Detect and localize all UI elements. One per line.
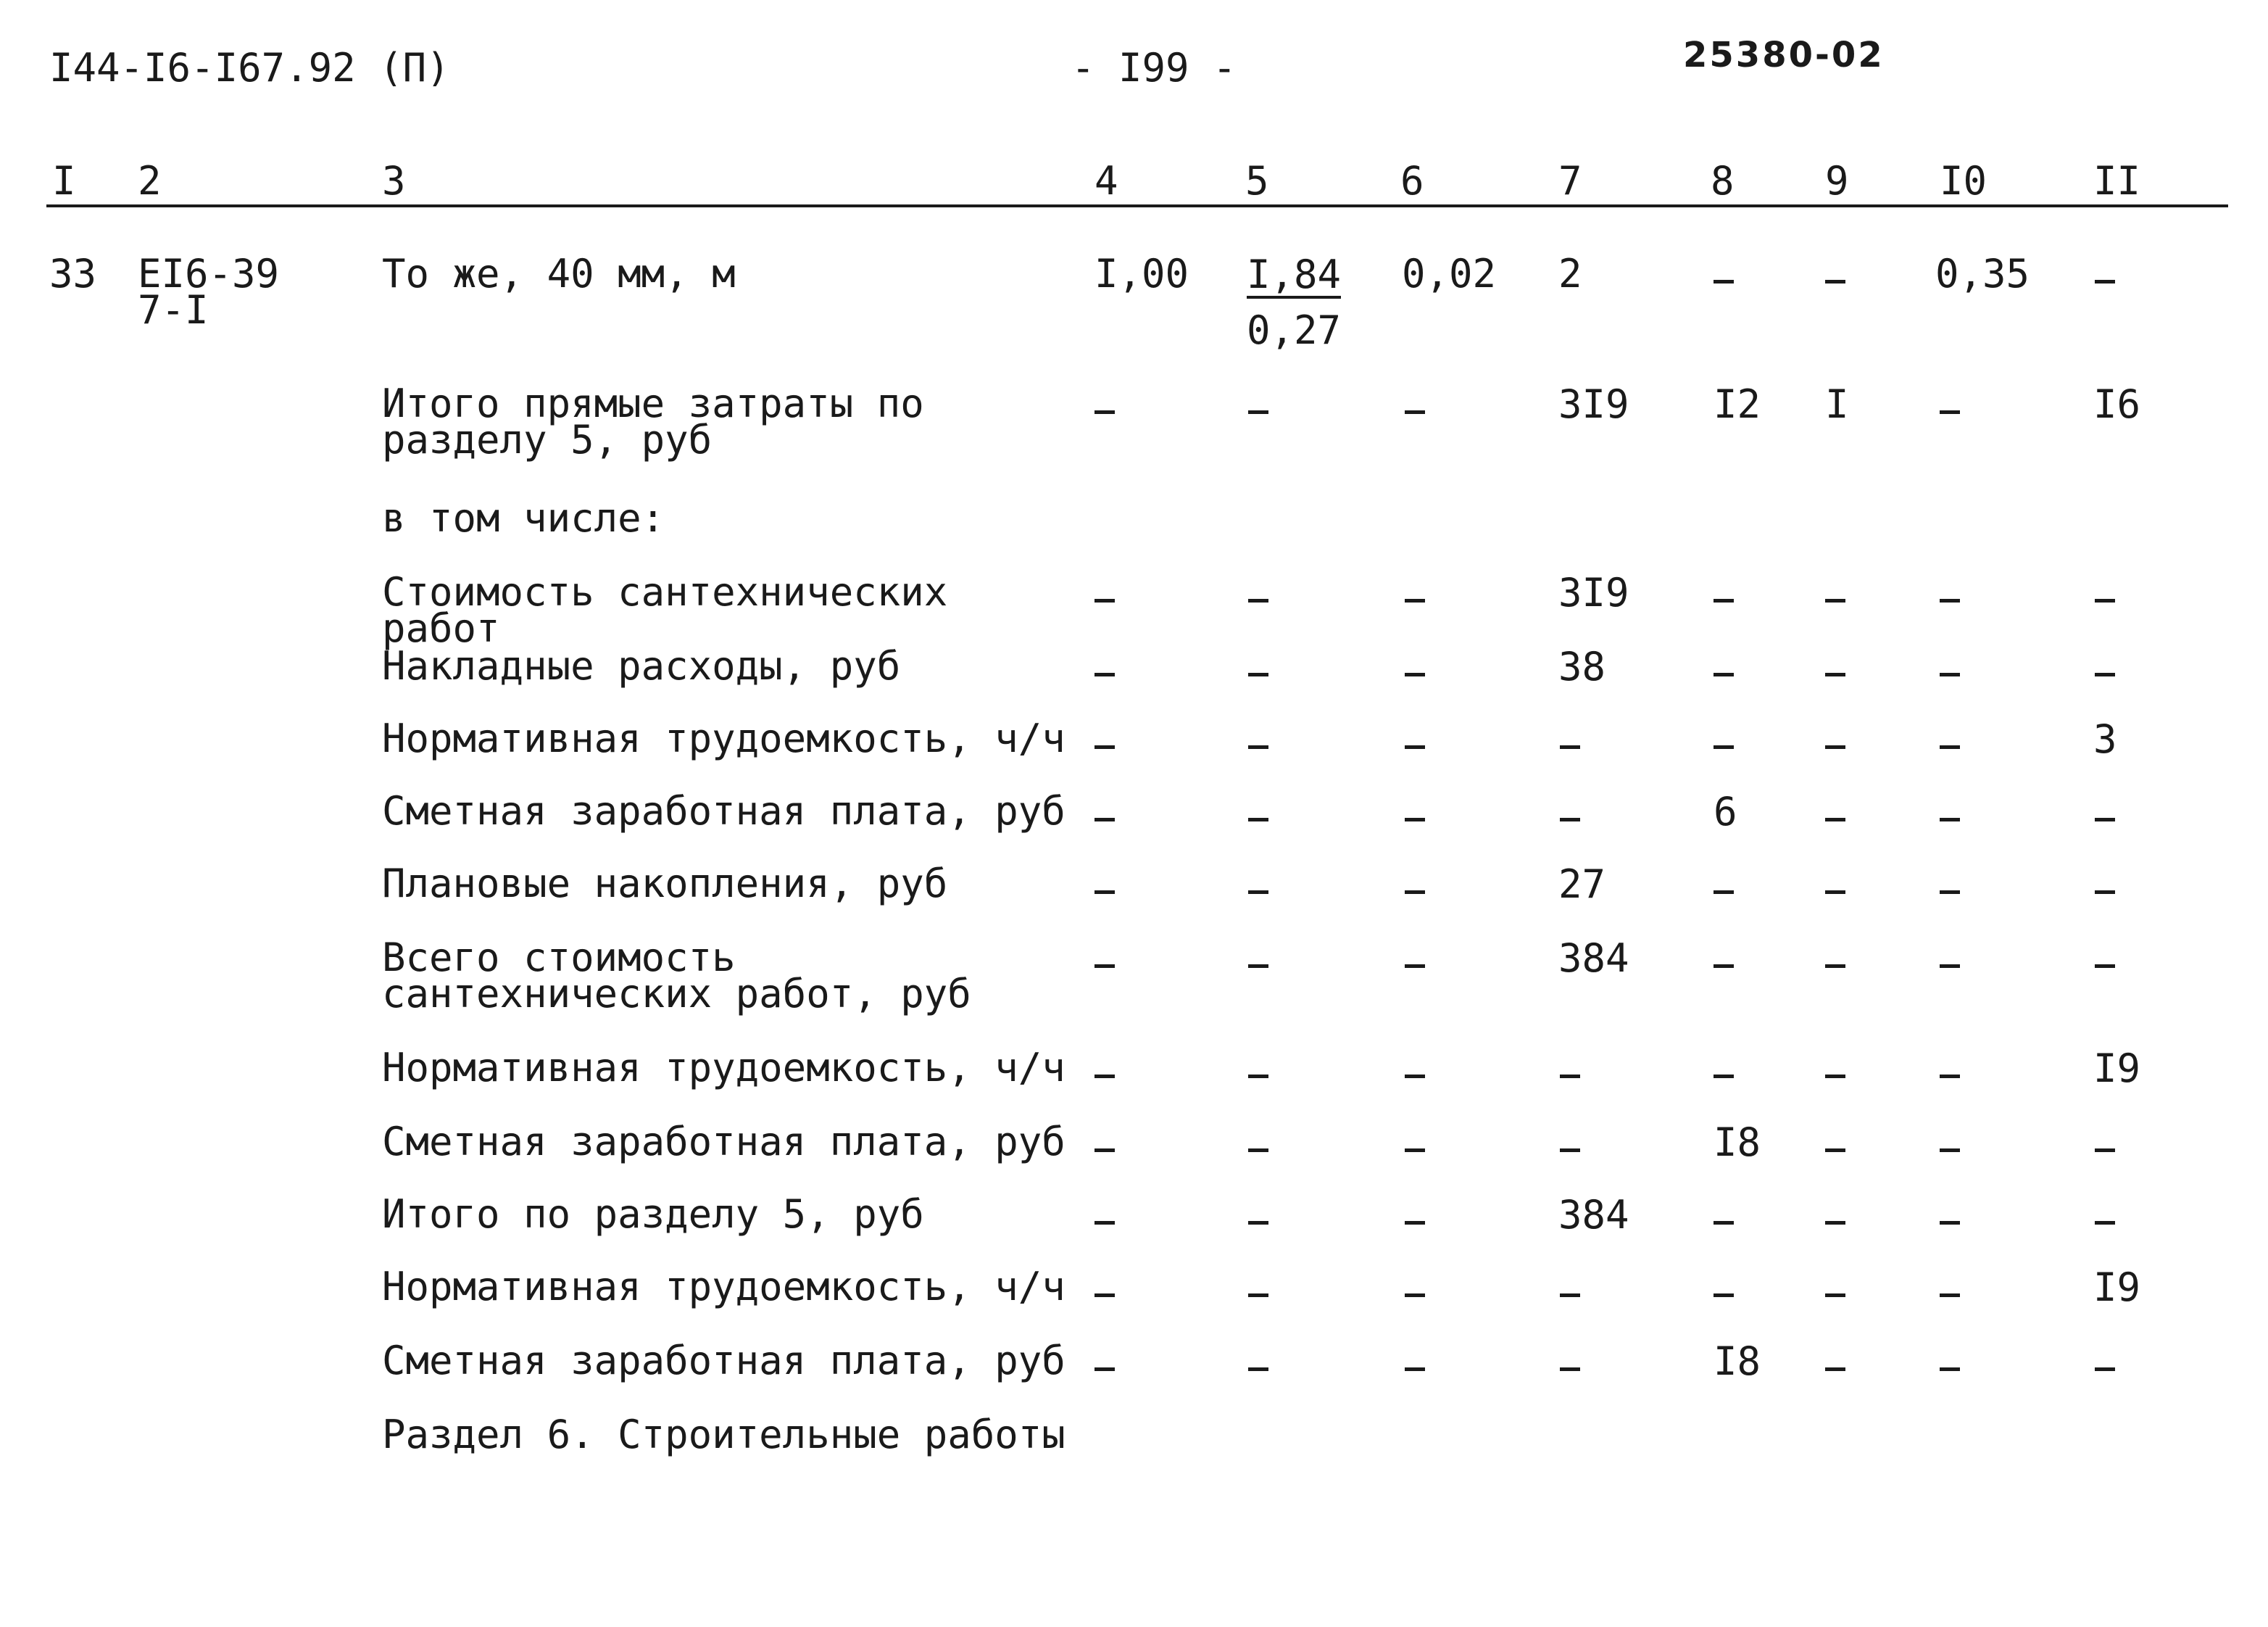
dash bbox=[1825, 818, 1845, 821]
row-description: Плановые накопления, руб bbox=[382, 861, 948, 906]
dash bbox=[1094, 890, 1115, 894]
dash bbox=[1405, 599, 1425, 603]
unit-cost-wages: 0,27 bbox=[1247, 307, 1342, 353]
dash bbox=[1825, 964, 1845, 968]
column-header-2: 2 bbox=[138, 158, 162, 204]
dash bbox=[1248, 410, 1268, 414]
dash bbox=[1094, 818, 1115, 821]
column-header-3: 3 bbox=[382, 158, 406, 204]
dash bbox=[1940, 410, 1960, 414]
dash bbox=[1405, 818, 1425, 821]
dash bbox=[1825, 1221, 1845, 1225]
dash bbox=[1094, 745, 1115, 749]
dash bbox=[1560, 1293, 1580, 1297]
dash bbox=[1248, 1075, 1268, 1078]
dash bbox=[1405, 964, 1425, 968]
col-8-value: 6 bbox=[1714, 789, 1737, 835]
col-7-value: 38 bbox=[1558, 644, 1606, 690]
dash bbox=[1714, 1075, 1734, 1078]
item-description: То же, 40 мм, м bbox=[382, 251, 736, 297]
dash bbox=[1560, 1148, 1580, 1152]
dash bbox=[1940, 1075, 1960, 1078]
dash bbox=[1714, 673, 1734, 676]
row-description: Итого прямые затраты по разделу 5, руб bbox=[382, 381, 924, 463]
dash bbox=[1714, 599, 1734, 603]
dash bbox=[1940, 745, 1960, 749]
dash bbox=[2095, 1221, 2115, 1225]
dash bbox=[1825, 1293, 1845, 1297]
dash bbox=[1248, 818, 1268, 821]
rate-code: EI6-39 bbox=[138, 251, 280, 297]
dash bbox=[1940, 818, 1960, 821]
dash bbox=[1094, 1075, 1115, 1078]
dash bbox=[2095, 280, 2115, 283]
dash bbox=[1248, 599, 1268, 603]
dash bbox=[1825, 1367, 1845, 1371]
header-rule bbox=[46, 204, 2228, 207]
row-description: Накладные расходы, руб bbox=[382, 643, 901, 689]
row-description: Итого по разделу 5, руб bbox=[382, 1191, 924, 1237]
dash bbox=[1094, 1148, 1115, 1152]
dash bbox=[1714, 964, 1734, 968]
row-description: Сметная заработная плата, руб bbox=[382, 1119, 1066, 1164]
document-code: I44-I6-I67.92 (П) bbox=[49, 45, 450, 91]
dash bbox=[1940, 599, 1960, 603]
dash bbox=[2095, 599, 2115, 603]
dash bbox=[1560, 1075, 1580, 1078]
rate-code-suffix: 7-I bbox=[138, 287, 209, 333]
dash bbox=[1405, 1367, 1425, 1371]
unit-cost bbox=[1247, 252, 1342, 299]
col-8-value: I8 bbox=[1714, 1119, 1761, 1165]
dash bbox=[1094, 1293, 1115, 1297]
dash bbox=[1094, 964, 1115, 968]
dash bbox=[1405, 745, 1425, 749]
dash bbox=[1940, 673, 1960, 676]
dash bbox=[1405, 1293, 1425, 1297]
dash bbox=[1248, 1148, 1268, 1152]
dash bbox=[1940, 890, 1960, 894]
dash bbox=[1248, 673, 1268, 676]
dash bbox=[1940, 1148, 1960, 1152]
row-description: Стоимость сантехнических работ bbox=[382, 569, 948, 651]
row-description: Нормативная трудоемкость, ч/ч bbox=[382, 1045, 1066, 1090]
dash bbox=[1714, 1221, 1734, 1225]
dash bbox=[1405, 410, 1425, 414]
col-11-value: I9 bbox=[2093, 1264, 2141, 1310]
dash bbox=[2095, 818, 2115, 821]
row-description: Сметная заработная плата, руб bbox=[382, 788, 1066, 834]
dash bbox=[1825, 599, 1845, 603]
dash bbox=[1405, 1221, 1425, 1225]
column-header-4: 4 bbox=[1094, 158, 1118, 204]
dash bbox=[1825, 280, 1845, 283]
dash bbox=[1825, 1148, 1845, 1152]
dash bbox=[1094, 599, 1115, 603]
dash bbox=[1094, 1221, 1115, 1225]
dash bbox=[1714, 890, 1734, 894]
col-7-value: 27 bbox=[1558, 861, 1606, 907]
col-9-value: I bbox=[1825, 381, 1849, 427]
row-description: Всего стоимость сантехнических работ, руб bbox=[382, 935, 971, 1017]
dash bbox=[1714, 745, 1734, 749]
dash bbox=[1940, 1293, 1960, 1297]
col-7-value: 3I9 bbox=[1558, 381, 1629, 427]
dash bbox=[1248, 1293, 1268, 1297]
dash bbox=[2095, 964, 2115, 968]
dash bbox=[1940, 1221, 1960, 1225]
dash bbox=[1825, 1075, 1845, 1078]
dash bbox=[1094, 1367, 1115, 1371]
dash bbox=[1094, 410, 1115, 414]
dash bbox=[1940, 964, 1960, 968]
dash bbox=[2095, 1367, 2115, 1371]
row-number: 33 bbox=[49, 251, 97, 297]
dash bbox=[1405, 890, 1425, 894]
dash bbox=[1248, 1367, 1268, 1371]
dash bbox=[1560, 1367, 1580, 1371]
row-description: Нормативная трудоемкость, ч/ч bbox=[382, 716, 1066, 761]
col-10-value: 0,35 bbox=[1935, 251, 2030, 297]
dash bbox=[1714, 280, 1734, 283]
col-7-value: 384 bbox=[1558, 1192, 1629, 1238]
dash bbox=[1248, 1221, 1268, 1225]
column-header-5: 5 bbox=[1245, 158, 1269, 204]
row-description: Нормативная трудоемкость, ч/ч bbox=[382, 1264, 1066, 1309]
quantity: I,00 bbox=[1094, 251, 1189, 297]
dash bbox=[1714, 1293, 1734, 1297]
dash bbox=[1825, 745, 1845, 749]
col-11-value: I6 bbox=[2093, 381, 2141, 427]
col-7-value: 384 bbox=[1558, 935, 1629, 981]
dash bbox=[2095, 673, 2115, 676]
dash bbox=[1940, 1367, 1960, 1371]
dash bbox=[1248, 964, 1268, 968]
col-6-value: 0,02 bbox=[1402, 251, 1497, 297]
column-header-8: 8 bbox=[1711, 158, 1735, 204]
dash bbox=[1405, 1075, 1425, 1078]
col-7-value: 3I9 bbox=[1558, 570, 1629, 616]
dash bbox=[1405, 673, 1425, 676]
row-description: Раздел 6. Строительные работы bbox=[382, 1412, 1066, 1457]
col-7-value: 2 bbox=[1558, 251, 1582, 297]
dash bbox=[2095, 890, 2115, 894]
col-8-value: I8 bbox=[1714, 1338, 1761, 1384]
dash bbox=[1405, 1148, 1425, 1152]
archive-number: 25380-02 bbox=[1683, 35, 1885, 75]
row-description: в том числе: bbox=[382, 495, 665, 541]
col-11-value: I9 bbox=[2093, 1046, 2141, 1091]
dash bbox=[1825, 890, 1845, 894]
dash bbox=[1560, 745, 1580, 749]
dash bbox=[2095, 1148, 2115, 1152]
column-header-1: I bbox=[52, 158, 76, 204]
dash bbox=[1248, 745, 1268, 749]
column-header-9: 9 bbox=[1825, 158, 1849, 204]
column-header-11: II bbox=[2093, 158, 2141, 204]
dash bbox=[1248, 890, 1268, 894]
page-number: - I99 - bbox=[1071, 45, 1237, 91]
column-header-10: I0 bbox=[1940, 158, 1987, 204]
column-header-7: 7 bbox=[1558, 158, 1582, 204]
dash bbox=[1094, 673, 1115, 676]
dash bbox=[1825, 673, 1845, 676]
col-8-value: I2 bbox=[1714, 381, 1761, 427]
col-11-value: 3 bbox=[2093, 716, 2117, 762]
dash bbox=[1560, 818, 1580, 821]
unit-cost-top: I,84 bbox=[1247, 252, 1342, 297]
row-description: Сметная заработная плата, руб bbox=[382, 1338, 1066, 1383]
column-header-6: 6 bbox=[1400, 158, 1424, 204]
